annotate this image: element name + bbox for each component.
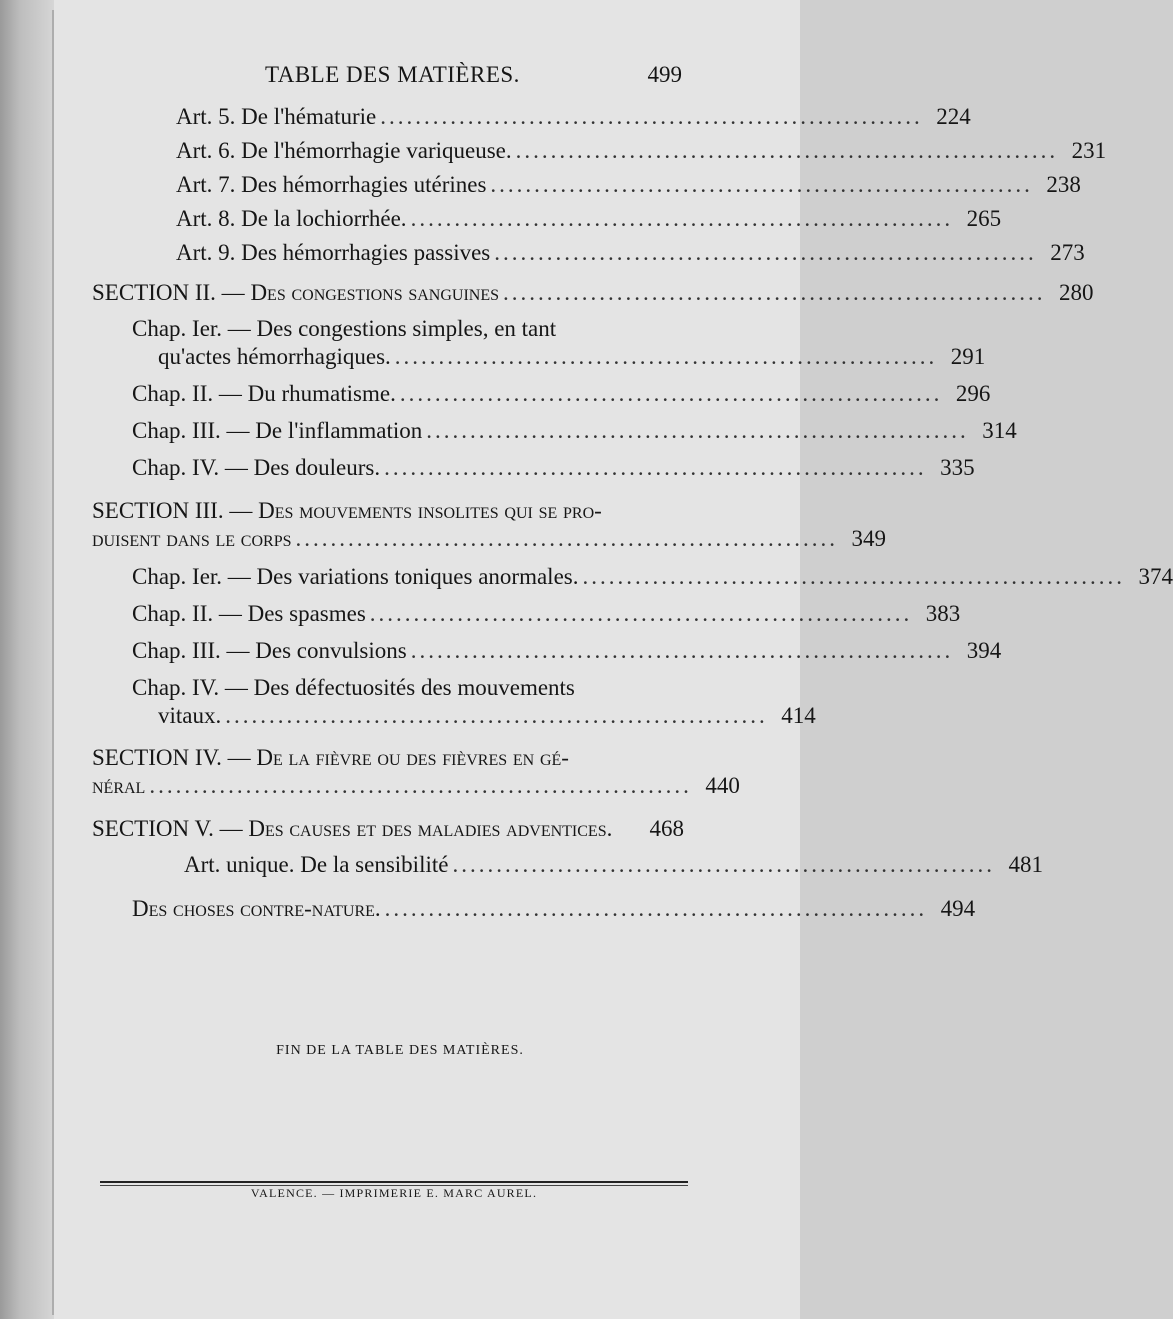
- footer-rule: [100, 1181, 688, 1183]
- printer-imprint: VALENCE. — IMPRIMERIE E. MARC AUREL.: [250, 1186, 538, 1200]
- toc-entry-page: 374: [1138, 564, 1173, 589]
- section-title: De la fièvre ou des fièvres en gé-: [256, 745, 569, 770]
- dot-leader: ..............................................................: [380, 104, 923, 129]
- section-number: SECTION II. —: [92, 280, 251, 305]
- toc-entry-page: 335: [940, 455, 975, 480]
- toc-entry-page: 383: [925, 601, 961, 626]
- toc-entry[interactable]: [176, 134, 1107, 168]
- toc-entry-page: 296: [955, 381, 991, 406]
- page-gutter-shadow: [0, 0, 54, 1319]
- toc-entry-label-line2: vitaux.: [158, 703, 222, 728]
- toc-entry-label: Chap. IV. — Des douleurs.: [132, 455, 381, 480]
- toc-entry[interactable]: [132, 414, 1017, 448]
- toc-entry-label: Chap. II. — Du rhumatisme.: [132, 381, 396, 406]
- toc-section-entry[interactable]: [92, 522, 886, 556]
- dot-leader: ..............................................................: [149, 773, 692, 798]
- section-title: Des mouvements insolites qui se pro-: [258, 498, 602, 523]
- toc-section-entry[interactable]: [92, 769, 740, 803]
- toc-entry[interactable]: [184, 848, 1043, 882]
- toc-entry[interactable]: [132, 634, 1002, 668]
- dot-leader: ..............................................................: [410, 206, 954, 231]
- section-title-line2: néral: [92, 773, 146, 798]
- toc-entry[interactable]: [132, 597, 961, 631]
- end-of-table-note: FIN DE LA TABLE DES MATIÈRES.: [276, 1043, 524, 1058]
- toc-entry-label-line1: Chap. IV. — Des défectuosités des mouvements: [132, 675, 575, 700]
- toc-entry-page: 468: [649, 816, 684, 841]
- toc-entry[interactable]: [176, 236, 1085, 270]
- running-header: [0, 58, 800, 96]
- toc-entry-label: Art. 7. Des hémorrhagies utérines: [176, 172, 487, 197]
- page-number: 499: [647, 62, 682, 87]
- toc-entry-label: Art. 5. De l'hématurie: [176, 104, 377, 129]
- section-heading: [92, 812, 612, 846]
- toc-entry[interactable]: [158, 340, 986, 374]
- dot-leader: ..............................................................: [384, 896, 928, 921]
- toc-entry[interactable]: [176, 168, 1081, 202]
- toc-entry-label-line1: Chap. Ier. — Des congestions simples, en tant: [132, 316, 557, 341]
- toc-entry-page: 394: [966, 638, 1002, 663]
- dot-leader: ..............................................................: [490, 172, 1033, 197]
- dot-leader: ..............................................................: [225, 703, 768, 728]
- toc-entry[interactable]: [176, 202, 1002, 236]
- dot-leader: ..............................................................: [410, 638, 954, 663]
- toc-entry[interactable]: [132, 451, 975, 485]
- toc-entry[interactable]: [132, 892, 976, 926]
- toc-entry-page: 414: [781, 703, 816, 728]
- page-edge-line: [52, 10, 54, 1315]
- toc-entry-page: 291: [950, 344, 986, 369]
- toc-entry-page: 349: [851, 526, 886, 551]
- toc-entry-label: Chap. II. — Des spasmes: [132, 601, 366, 626]
- toc-entry-label: Chap. Ier. — Des variations toniques anormales.: [132, 564, 579, 589]
- toc-entry-label: Chap. III. — De l'inflammation: [132, 418, 423, 443]
- dot-leader: ..............................................................: [394, 344, 938, 369]
- dot-leader: ..............................................................: [295, 526, 838, 551]
- toc-section-entry[interactable]: [92, 812, 684, 846]
- toc-entry-label: Art. unique. De la sensibilité: [184, 852, 449, 877]
- section-heading: [92, 276, 499, 310]
- dot-leader: ..............................................................: [426, 418, 969, 443]
- dot-leader: ..............................................................: [384, 455, 927, 480]
- section-title: Des causes et des maladies adventices.: [248, 816, 613, 841]
- toc-entry[interactable]: [176, 100, 971, 134]
- dot-leader: ..............................................................: [582, 564, 1125, 589]
- toc-entry-label-line2: qu'actes hémorrhagiques.: [158, 344, 391, 369]
- toc-entry-page: 440: [705, 773, 740, 798]
- toc-entry-page: 224: [936, 104, 971, 129]
- toc-entry-label: Art. 9. Des hémorrhagies passives: [176, 240, 491, 265]
- dot-leader: ..............................................................: [494, 240, 1037, 265]
- toc-entry-label: Des choses contre-nature.: [132, 896, 381, 921]
- toc-entry[interactable]: [132, 560, 1173, 594]
- dot-leader: ..............................................................: [399, 381, 943, 406]
- section-title: Des congestions sanguines: [250, 280, 500, 305]
- section-number: SECTION V. —: [92, 816, 249, 841]
- dot-leader: ..............................................................: [452, 852, 995, 877]
- dot-leader: ..............................................................: [369, 601, 913, 626]
- running-title: TABLE DES MATIÈRES.: [265, 62, 520, 87]
- toc-entry[interactable]: [158, 699, 816, 733]
- toc-entry-page: 314: [982, 418, 1017, 443]
- toc-entry-page: 265: [966, 206, 1002, 231]
- section-number: SECTION III. —: [92, 498, 259, 523]
- toc-entry-page: 481: [1008, 852, 1043, 877]
- dot-leader: ..............................................................: [503, 280, 1046, 305]
- toc-entry-label: Art. 8. De la lochiorrhée.: [176, 206, 407, 231]
- toc-entry-page: 280: [1059, 280, 1094, 305]
- toc-entry-page: 494: [940, 896, 976, 921]
- toc-entry-page: 273: [1050, 240, 1085, 265]
- toc-section-entry[interactable]: [92, 276, 1094, 310]
- dot-leader: ..............................................................: [515, 138, 1059, 163]
- section-number: SECTION IV. —: [92, 745, 257, 770]
- section-title-line2: duisent dans le corps: [92, 526, 292, 551]
- toc-entry[interactable]: [132, 377, 991, 411]
- toc-entry-page: 231: [1071, 138, 1107, 163]
- toc-entry-page: 238: [1046, 172, 1081, 197]
- toc-entry-label: Chap. III. — Des convulsions: [132, 638, 407, 663]
- toc-entry-label: Art. 6. De l'hémorrhagie variqueuse.: [176, 138, 512, 163]
